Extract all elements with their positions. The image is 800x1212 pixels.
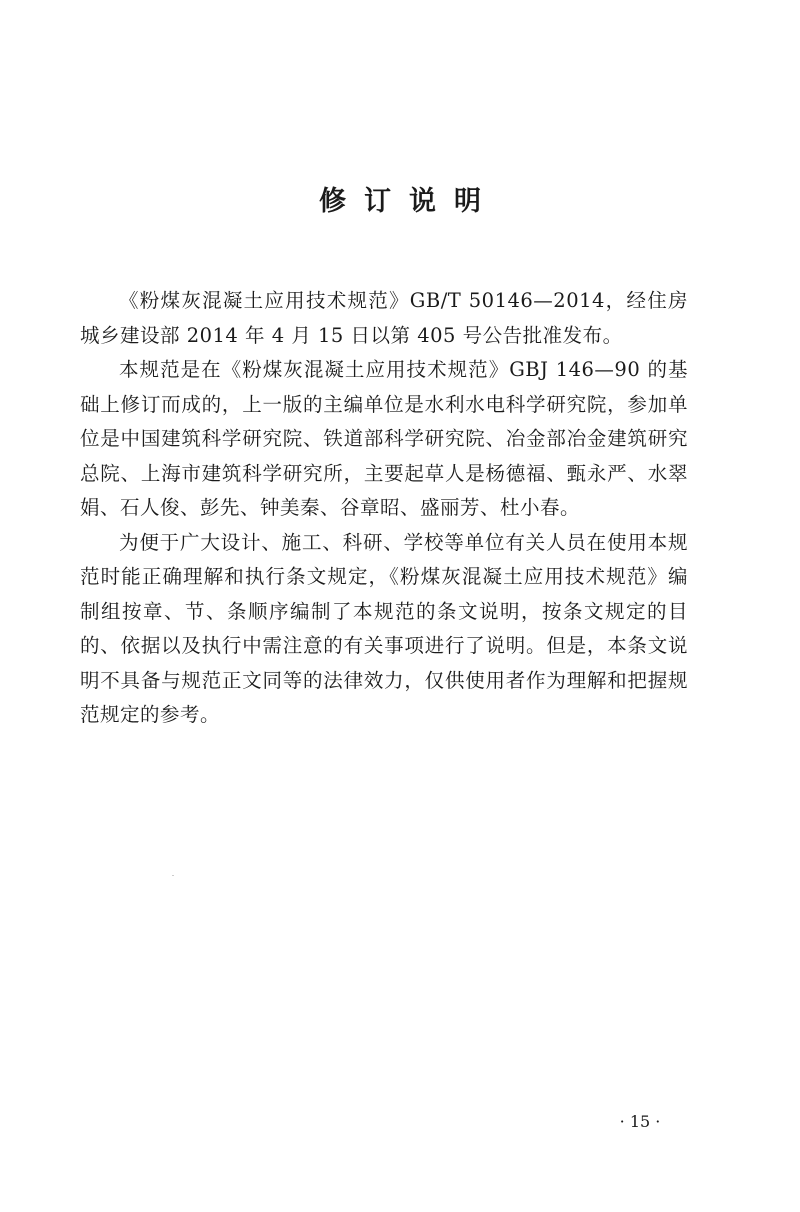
paragraph-3: 为便于广大设计、施工、科研、学校等单位有关人员在使用本规范时能正确理解和执行条文规定，《粉煤灰混凝土应用技术规范》编制组按章、节、条顺序编制了本规范的条文说明，按条文规定的目的、依据以及执行中需注意的有关事项进行了说明。但是，本条文说明不具备与规范正文同等的法律效力，仅供使用者作为理解和把握规范规定的参考。 (80, 530, 688, 726)
document-body (80, 284, 688, 733)
paragraph-1: 《粉煤灰混凝土应用技术规范》GB/T 50146—2014，经住房城乡建设部 2014 年 4 月 15 日以第 405 号公告批准发布。 (80, 289, 688, 347)
scan-speck (172, 875, 174, 876)
page-number: · 15 · (619, 1112, 661, 1131)
paragraph-2: 本规范是在《粉煤灰混凝土应用技术规范》GBJ 146—90 的基础上修订而成的，上一版的主编单位是水利水电科学研究院，参加单位是中国建筑科学研究院、铁道部科学研究院、冶金部冶金建筑研究总院、上海市建筑科学研究所，主要起草人是杨德福、甄永严、水翠娟、石人俊、彭先、钟美秦、谷章昭、盛丽芳、杜小春。 (80, 358, 688, 519)
page-title: 修订说明 (319, 186, 499, 217)
